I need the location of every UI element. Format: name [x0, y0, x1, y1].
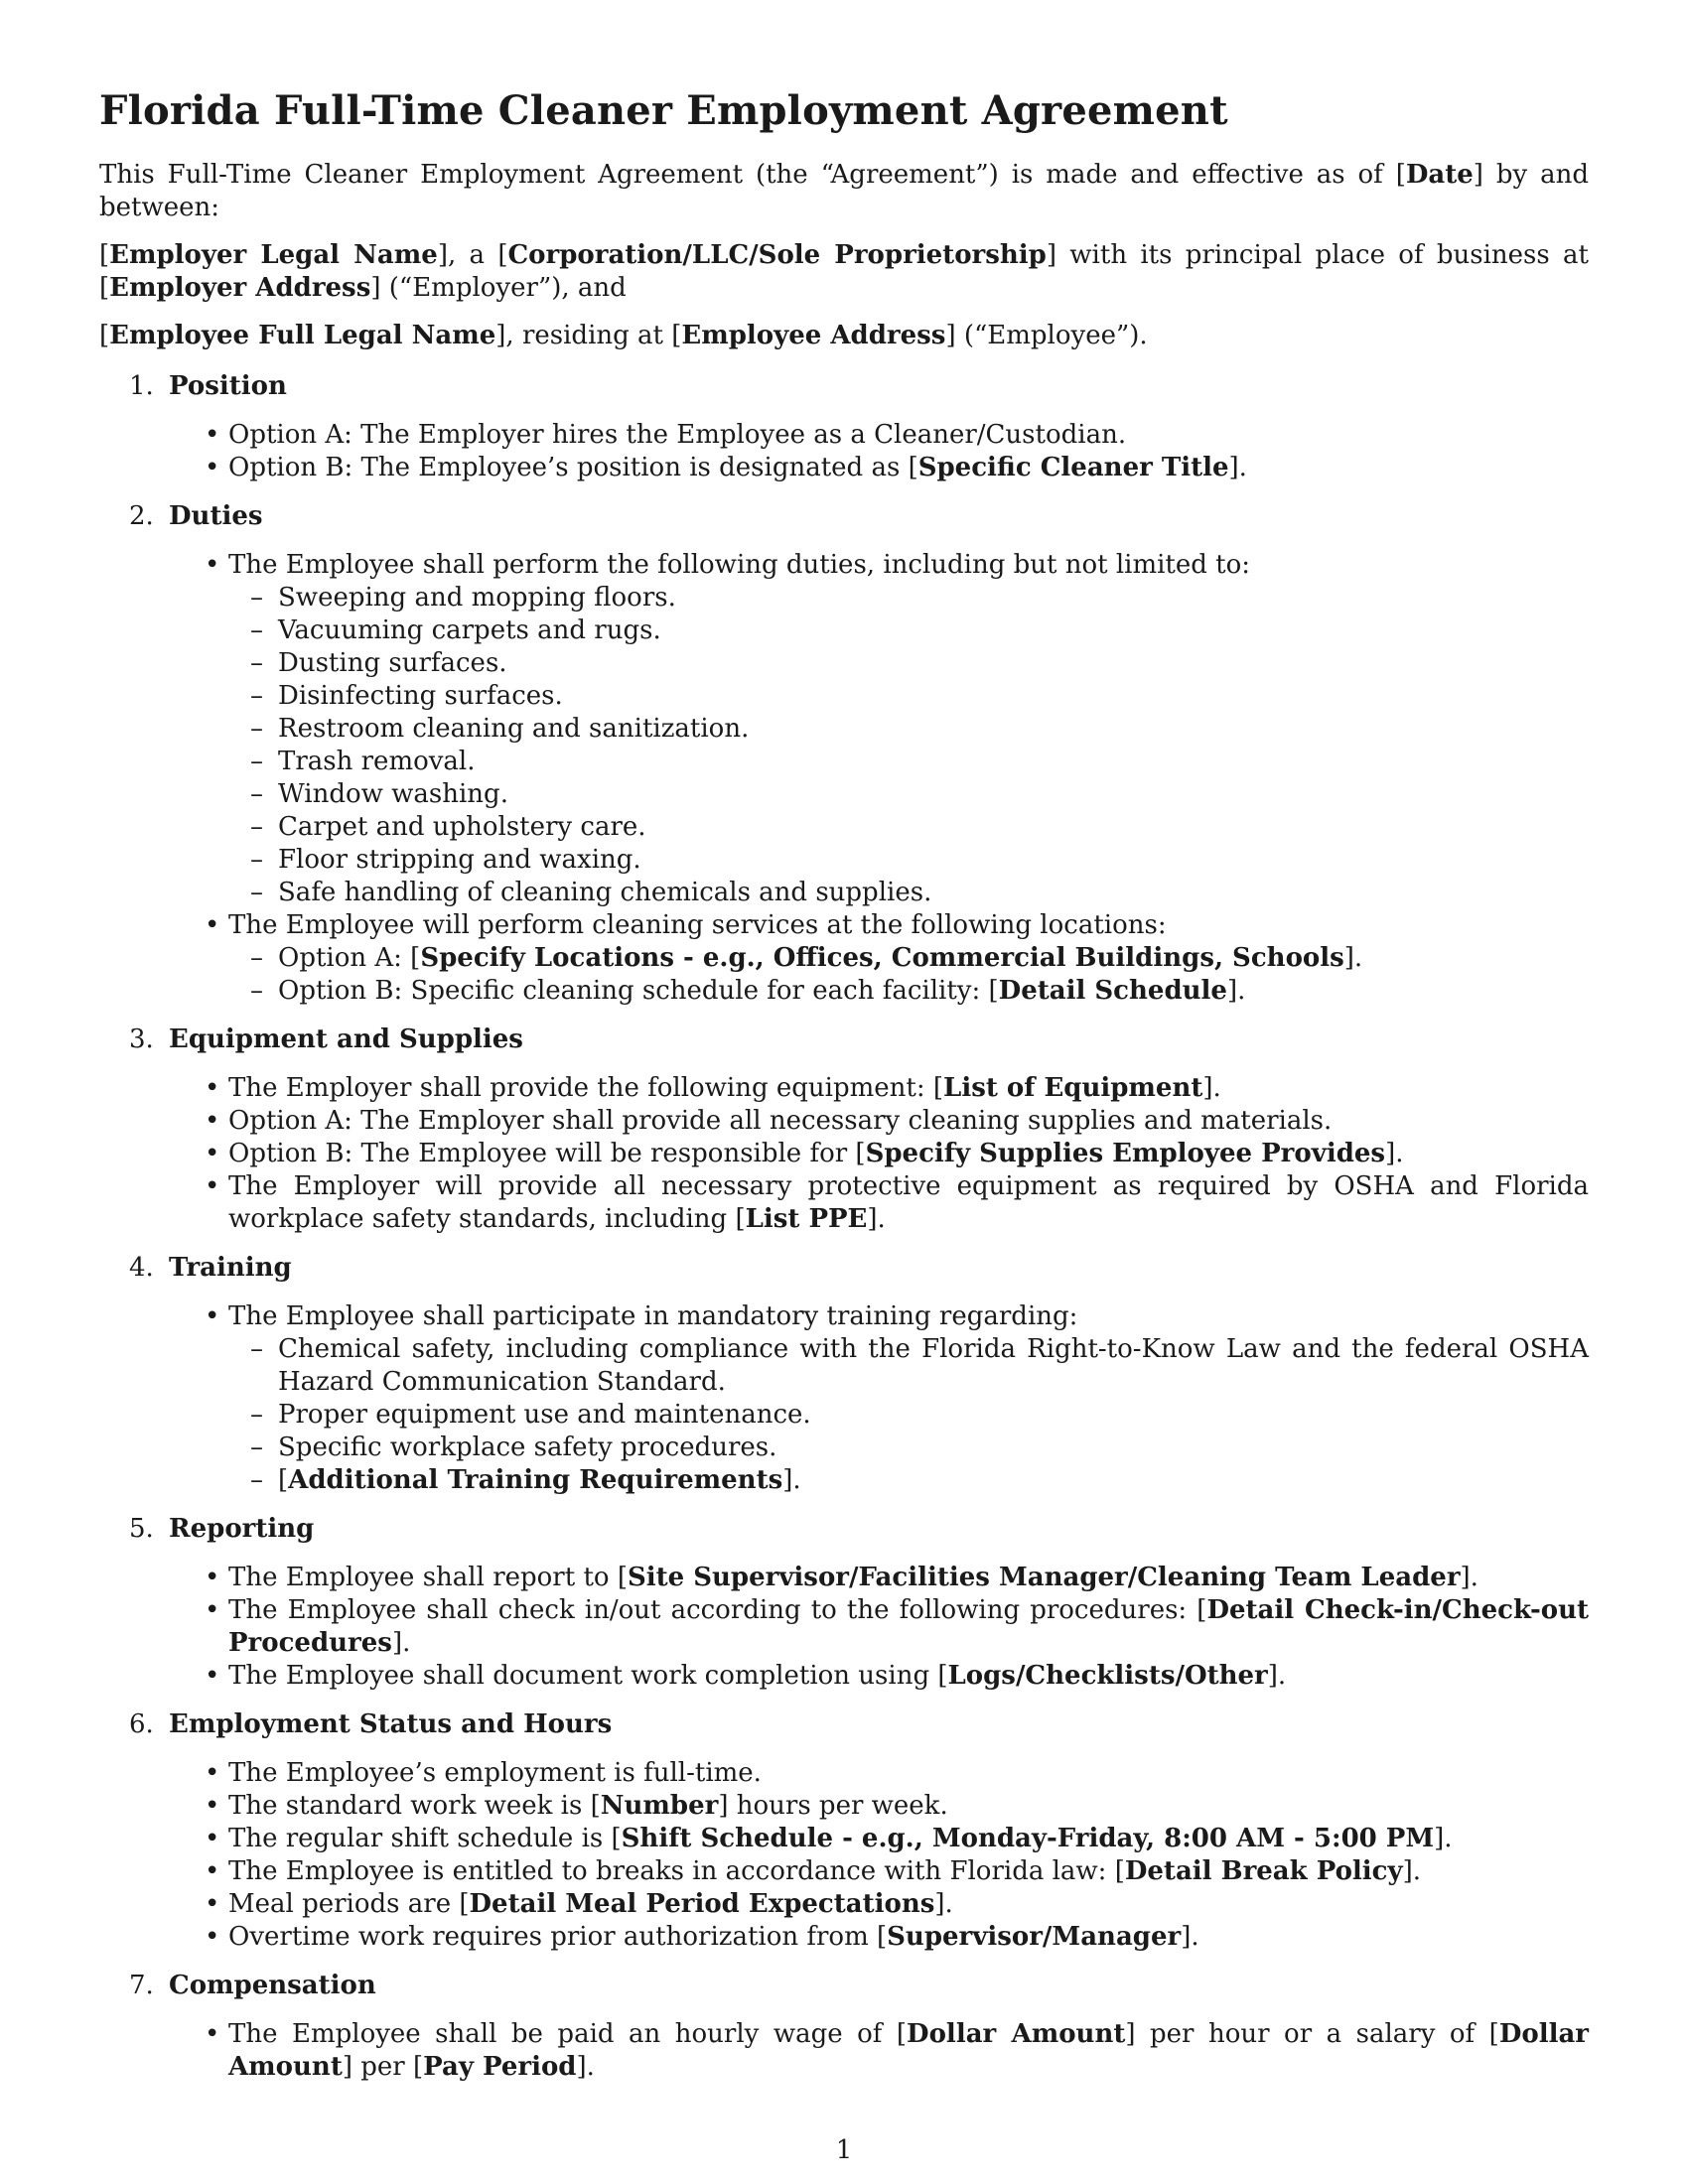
text-run: Proper equipment use and maintenance. — [278, 1400, 811, 1430]
bullet-item — [169, 1757, 1589, 1790]
text-run: The Employee shall report to [ — [228, 1563, 628, 1592]
placeholder-field: Dollar Amount — [907, 2019, 1126, 2049]
text-run: ]. — [1226, 976, 1246, 1006]
text-run: Carpet and upholstery care. — [278, 812, 646, 842]
text-run: Disinfecting surfaces. — [278, 681, 563, 711]
bullet-item — [169, 1594, 1589, 1660]
placeholder-field: Dollar Amount — [228, 2019, 1589, 2082]
text-run: Overtime work requires prior authorization from [ — [228, 1922, 888, 1952]
placeholder-field: Detail Check-in/Check-out Procedures — [228, 1595, 1589, 1658]
placeholder-field: Site Supervisor/Facilities Manager/Cleaning Team Leader — [627, 1563, 1461, 1592]
intro-employer — [99, 239, 1589, 305]
text-run: ]. — [391, 1628, 411, 1658]
placeholder-field: Detail Break Policy — [1124, 1856, 1403, 1886]
text-run: ] per [ — [342, 2052, 424, 2082]
text-run: Option A: The Employer hires the Employee as a Cleaner/Custodian. — [228, 420, 1127, 450]
text-run: ] hours per week. — [718, 1791, 948, 1821]
bullet-item — [169, 909, 1589, 1008]
bullet-item — [169, 452, 1589, 484]
placeholder-field: Additional Training Requirements — [288, 1465, 783, 1495]
section-1 — [99, 370, 1589, 484]
text-run: ]. — [867, 1204, 886, 1234]
text-run: The Employee shall check in/out according to the following procedures: [ — [228, 1595, 1207, 1625]
placeholder-field: List PPE — [745, 1204, 868, 1234]
section-title: Equipment and Supplies — [169, 1024, 523, 1054]
text-run: Specific workplace safety procedures. — [278, 1433, 777, 1462]
dash-list — [228, 582, 1589, 909]
placeholder-field: Date — [1405, 160, 1474, 190]
dash-item — [228, 1464, 1589, 1497]
section-4 — [99, 1252, 1589, 1497]
document-title: Florida Full-Time Cleaner Employment Agreement — [99, 87, 1228, 134]
section-number: 1. — [129, 371, 154, 401]
placeholder-field: Employee Address — [681, 321, 946, 350]
section-title: Position — [169, 371, 287, 401]
placeholder-field: Detail Meal Period Expectations — [469, 1889, 935, 1919]
section-3 — [99, 1024, 1589, 1236]
bullet-item — [169, 549, 1589, 909]
text-run: Floor stripping and waxing. — [278, 845, 641, 875]
section-7 — [99, 1970, 1589, 2084]
section-title: Employment Status and Hours — [169, 1709, 613, 1739]
section-number: 4. — [129, 1253, 154, 1283]
placeholder-field: Specific Cleaner Title — [917, 453, 1229, 482]
section-5 — [99, 1513, 1589, 1693]
text-run: ]. — [1228, 453, 1247, 482]
text-run: Vacuuming carpets and rugs. — [278, 615, 661, 645]
text-run: The Employee shall participate in mandatory training regarding: — [228, 1301, 1078, 1331]
bullet-item — [169, 1072, 1589, 1105]
section-title: Compensation — [169, 1971, 376, 2000]
text-run: The Employee shall be paid an hourly wage of [ — [228, 2019, 908, 2049]
dash-item — [228, 811, 1589, 844]
bullet-list — [169, 419, 1589, 484]
text-run: ]. — [934, 1889, 953, 1919]
bullet-item — [169, 1138, 1589, 1170]
text-run: ]. — [1385, 1139, 1404, 1168]
text-run: ] with its principal place of business at [ — [99, 240, 1589, 303]
bullet-item — [169, 1790, 1589, 1823]
bullet-item — [169, 1888, 1589, 1921]
text-run: ] by and between: — [99, 160, 1589, 222]
section-2 — [99, 500, 1589, 1008]
text-run: The Employee is entitled to breaks in accordance with Florida law: [ — [228, 1856, 1125, 1886]
bullet-list — [169, 2018, 1589, 2084]
bullet-list — [169, 1072, 1589, 1236]
dash-item — [228, 942, 1589, 975]
dash-item — [228, 877, 1589, 909]
bullet-item — [169, 1300, 1589, 1497]
text-run: The Employer will provide all necessary protective equipment as required by OSHA and Florida workplace safety standards, including [ — [228, 1171, 1589, 1234]
bullet-item — [169, 2018, 1589, 2084]
text-run: Sweeping and mopping floors. — [278, 583, 676, 613]
text-run: The Employee will perform cleaning services at the following locations: — [228, 910, 1167, 940]
text-run: Chemical safety, including compliance with the Florida Right-to-Know Law and the federal OSHA Hazard Communication Standard. — [278, 1334, 1589, 1397]
placeholder-field: Shift Schedule - e.g., Monday-Friday, 8:00 AM - 5:00 PM — [621, 1824, 1435, 1853]
bullet-item — [169, 1855, 1589, 1888]
page-number: 1 — [835, 2135, 853, 2165]
text-run: Option B: The Employee will be responsible for [ — [228, 1139, 866, 1168]
text-run: Option A: [ — [278, 943, 421, 973]
dash-item — [228, 614, 1589, 647]
placeholder-field: Pay Period — [423, 2052, 577, 2082]
bullet-item — [169, 1660, 1589, 1693]
placeholder-field: Detail Schedule — [998, 976, 1227, 1006]
text-run: ], a [ — [437, 240, 508, 270]
intro-employee — [99, 320, 1589, 352]
bullet-list — [169, 1757, 1589, 1954]
text-run: ]. — [1343, 943, 1363, 973]
text-run: ]. — [782, 1465, 801, 1495]
text-run: Restroom cleaning and sanitization. — [278, 714, 750, 744]
placeholder-field: Employer Legal Name — [109, 240, 438, 270]
dash-item — [228, 713, 1589, 746]
section-title: Reporting — [169, 1514, 315, 1544]
dash-item — [228, 746, 1589, 778]
placeholder-field: List of Equipment — [943, 1073, 1203, 1103]
text-run: The standard work week is [ — [228, 1791, 601, 1821]
placeholder-field: Employer Address — [109, 273, 371, 303]
bullet-item — [169, 1921, 1589, 1954]
text-run: ]. — [1267, 1661, 1287, 1691]
dash-item — [228, 582, 1589, 614]
placeholder-field: Employee Full Legal Name — [109, 321, 496, 350]
placeholder-field: Number — [600, 1791, 719, 1821]
text-run: The regular shift schedule is [ — [228, 1824, 622, 1853]
bullet-item — [169, 1170, 1589, 1236]
text-run: Option B: Specific cleaning schedule for each facility: [ — [278, 976, 999, 1006]
bullet-list — [169, 1300, 1589, 1497]
dash-item — [228, 680, 1589, 713]
section-number: 6. — [129, 1709, 154, 1739]
text-run: The Employee shall document work completion using [ — [228, 1661, 948, 1691]
section-title: Training — [169, 1253, 292, 1283]
section-number: 2. — [129, 501, 154, 531]
intro-effective-date — [99, 159, 1589, 224]
text-run: ]. — [1402, 1856, 1422, 1886]
dash-item — [228, 1333, 1589, 1399]
dash-item — [228, 647, 1589, 680]
text-run: ]. — [1434, 1824, 1453, 1853]
text-run: ], residing at [ — [495, 321, 682, 350]
text-run: ] (“Employer”), and — [370, 273, 627, 303]
section-title: Duties — [169, 501, 263, 531]
dash-list — [228, 1333, 1589, 1497]
bullet-list — [169, 1562, 1589, 1693]
bullet-item — [169, 1823, 1589, 1855]
text-run: [ — [278, 1465, 289, 1495]
text-run: The Employee’s employment is full-time. — [228, 1758, 762, 1788]
text-run: Window washing. — [278, 779, 508, 809]
text-run: Option A: The Employer shall provide all necessary cleaning supplies and materials. — [228, 1106, 1333, 1136]
text-run: This Full-Time Cleaner Employment Agreement (the “Agreement”) is made and effective as of [ — [99, 160, 1406, 190]
text-run: ]. — [1202, 1073, 1221, 1103]
text-run: Trash removal. — [278, 747, 476, 776]
sections-list — [99, 370, 1589, 2084]
section-number: 7. — [129, 1971, 154, 2000]
text-run: The Employee shall perform the following duties, including but not limited to: — [228, 550, 1251, 580]
bullet-item — [169, 1105, 1589, 1138]
text-run: [ — [99, 240, 110, 270]
text-run: ] (“Employee”). — [945, 321, 1148, 350]
text-run: The Employer shall provide the following equipment: [ — [228, 1073, 944, 1103]
dash-item — [228, 1399, 1589, 1432]
text-run: Meal periods are [ — [228, 1889, 470, 1919]
text-run: ] per hour or a salary of [ — [1125, 2019, 1499, 2049]
dash-list — [228, 942, 1589, 1008]
bullet-list — [169, 549, 1589, 1008]
section-number: 3. — [129, 1024, 154, 1054]
dash-item — [228, 1432, 1589, 1464]
placeholder-field: Specify Locations - e.g., Offices, Commercial Buildings, Schools — [420, 943, 1344, 973]
document-body — [99, 87, 1589, 2100]
bullet-item — [169, 419, 1589, 452]
text-run: Option B: The Employee’s position is designated as [ — [228, 453, 918, 482]
section-6 — [99, 1708, 1589, 1954]
dash-item — [228, 778, 1589, 811]
text-run: ]. — [1460, 1563, 1478, 1592]
section-number: 5. — [129, 1514, 154, 1544]
text-run: ]. — [576, 2052, 595, 2082]
dash-item — [228, 844, 1589, 877]
text-run: [ — [99, 321, 110, 350]
text-run: Dusting surfaces. — [278, 648, 507, 678]
placeholder-field: Corporation/LLC/Sole Proprietorship — [507, 240, 1047, 270]
placeholder-field: Specify Supplies Employee Provides — [865, 1139, 1386, 1168]
placeholder-field: Supervisor/Manager — [887, 1922, 1182, 1952]
bullet-item — [169, 1562, 1589, 1594]
text-run: Safe handling of cleaning chemicals and supplies. — [278, 878, 932, 907]
text-run: ]. — [1181, 1922, 1199, 1952]
placeholder-field: Logs/Checklists/Other — [947, 1661, 1268, 1691]
dash-item — [228, 975, 1589, 1008]
